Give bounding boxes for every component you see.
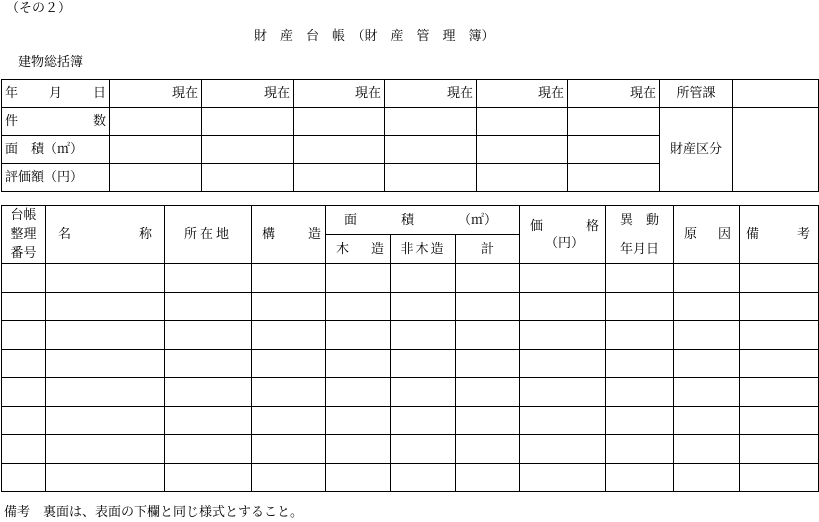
table-cell: [520, 378, 606, 407]
date-month-label: 月: [48, 86, 62, 101]
id-header-line-3: 番号: [10, 246, 37, 261]
count-row: [2, 108, 819, 136]
subtitle: 建物総括簿: [18, 55, 84, 70]
cause-header-1: 原: [684, 227, 698, 242]
table-row: [2, 378, 819, 407]
as-of-cell-2: 現在: [202, 80, 294, 108]
table-row: [2, 264, 819, 293]
table-cell: [165, 350, 252, 378]
table-cell: [520, 350, 606, 378]
table-cell: [46, 321, 165, 350]
table-cell: [520, 321, 606, 350]
remarks-header: [740, 206, 819, 264]
table-cell: [326, 321, 391, 350]
table-row: [2, 350, 819, 378]
register-body: [2, 264, 819, 492]
table-cell: [606, 464, 674, 492]
table-cell: [391, 464, 456, 492]
table-cell: [252, 464, 326, 492]
table-cell: [520, 464, 606, 492]
area-header-1: 面: [344, 212, 358, 228]
table-cell: [326, 378, 391, 407]
change-date-header: [606, 206, 674, 264]
category-label: 財産区分: [660, 108, 733, 192]
table-row: [2, 321, 819, 350]
table-cell: [456, 264, 520, 293]
table-cell: [740, 293, 819, 321]
table-cell: [252, 378, 326, 407]
table-cell: [252, 435, 326, 464]
change-date-line-2: 年月日: [620, 241, 660, 257]
count-label-2: 数: [92, 114, 106, 129]
office-value-cell: [733, 80, 819, 108]
wooden-header-2: 造: [370, 241, 384, 257]
valuation-label: 評価額（円）: [2, 164, 110, 192]
table-cell: [2, 464, 46, 492]
count-cell: [568, 108, 660, 136]
table-cell: [46, 264, 165, 293]
office-header: 所管課: [660, 80, 733, 108]
table-cell: [456, 350, 520, 378]
table-cell: [165, 407, 252, 435]
area-header: [326, 206, 520, 235]
valuation-cell: [294, 164, 385, 192]
table-cell: [391, 293, 456, 321]
table-cell: [2, 435, 46, 464]
summary-header-row: [2, 80, 819, 108]
name-header: [46, 206, 165, 264]
table-cell: [2, 321, 46, 350]
table-cell: [606, 321, 674, 350]
table-cell: [520, 293, 606, 321]
table-cell: [165, 435, 252, 464]
table-cell: [456, 464, 520, 492]
structure-header: [252, 206, 326, 264]
table-cell: [165, 378, 252, 407]
table-cell: [456, 293, 520, 321]
table-cell: [326, 464, 391, 492]
cause-header: [674, 206, 740, 264]
table-cell: [46, 350, 165, 378]
change-date-line-1: 異 動: [620, 212, 660, 228]
remarks-header-2: 考: [797, 227, 811, 242]
table-cell: [740, 464, 819, 492]
area-cell: [294, 136, 385, 164]
as-of-cell-5: 現在: [477, 80, 568, 108]
table-cell: [165, 464, 252, 492]
table-cell: [165, 264, 252, 293]
price-header: [520, 206, 606, 264]
structure-header-1: 構: [262, 227, 276, 242]
table-cell: [456, 378, 520, 407]
as-of-cell-6: 現在: [568, 80, 660, 108]
table-cell: [252, 293, 326, 321]
table-cell: [2, 264, 46, 293]
page-label: （その２）: [6, 1, 72, 16]
table-cell: [326, 407, 391, 435]
table-cell: [391, 407, 456, 435]
table-cell: [606, 264, 674, 293]
register-header-row-1: [2, 206, 819, 235]
count-cell: [477, 108, 568, 136]
count-cell: [294, 108, 385, 136]
price-unit: （円）: [545, 235, 585, 251]
area-cell: [477, 136, 568, 164]
count-cell: [385, 108, 477, 136]
valuation-cell: [477, 164, 568, 192]
count-label: [2, 108, 110, 136]
table-cell: [46, 464, 165, 492]
table-cell: [740, 378, 819, 407]
page-title: 財 産 台 帳 （財 産 管 理 簿）: [254, 29, 495, 44]
table-cell: [326, 293, 391, 321]
location-header: 所在地: [165, 206, 252, 264]
as-of-cell-3: 現在: [294, 80, 385, 108]
table-cell: [606, 435, 674, 464]
table-row: [2, 407, 819, 435]
table-row: [2, 464, 819, 492]
count-cell: [110, 108, 202, 136]
valuation-cell: [202, 164, 294, 192]
table-cell: [740, 321, 819, 350]
count-label-1: 件: [5, 114, 19, 129]
nonwooden-header: 非木造: [391, 235, 456, 264]
as-of-cell-1: 現在: [110, 80, 202, 108]
table-cell: [456, 435, 520, 464]
table-cell: [46, 378, 165, 407]
table-row: [2, 435, 819, 464]
area-cell: [568, 136, 660, 164]
table-cell: [46, 407, 165, 435]
table-cell: [674, 264, 740, 293]
area-cell: [202, 136, 294, 164]
area-cell: [385, 136, 477, 164]
table-cell: [46, 435, 165, 464]
table-cell: [674, 350, 740, 378]
table-cell: [740, 407, 819, 435]
table-cell: [520, 264, 606, 293]
table-cell: [252, 264, 326, 293]
price-header-2: 格: [586, 218, 600, 234]
area-header-3: （㎡）: [458, 212, 498, 228]
valuation-cell: [385, 164, 477, 192]
table-cell: [520, 435, 606, 464]
table-cell: [391, 435, 456, 464]
table-cell: [456, 407, 520, 435]
wooden-header-1: 木: [336, 241, 350, 257]
table-row: [2, 293, 819, 321]
name-header-2: 称: [138, 227, 152, 242]
table-cell: [740, 350, 819, 378]
table-cell: [674, 407, 740, 435]
table-cell: [326, 264, 391, 293]
table-cell: [456, 321, 520, 350]
table-cell: [326, 350, 391, 378]
remarks-header-1: 備: [746, 227, 760, 242]
table-cell: [326, 435, 391, 464]
name-header-1: 名: [58, 227, 72, 242]
table-cell: [252, 407, 326, 435]
table-cell: [391, 378, 456, 407]
table-cell: [606, 407, 674, 435]
area-label: 面 積（㎡）: [2, 136, 110, 164]
wooden-header: [326, 235, 391, 264]
table-cell: [520, 407, 606, 435]
table-cell: [46, 293, 165, 321]
as-of-cell-4: 現在: [385, 80, 477, 108]
table-cell: [606, 378, 674, 407]
area-cell: [110, 136, 202, 164]
table-cell: [606, 293, 674, 321]
date-day-label: 日: [92, 86, 106, 101]
table-cell: [740, 264, 819, 293]
table-cell: [165, 321, 252, 350]
table-cell: [391, 350, 456, 378]
table-cell: [165, 293, 252, 321]
table-cell: [391, 321, 456, 350]
date-header: [2, 80, 110, 108]
table-cell: [391, 264, 456, 293]
table-cell: [674, 293, 740, 321]
cause-header-2: 因: [718, 227, 732, 242]
register-table: [1, 205, 819, 492]
table-cell: [252, 321, 326, 350]
table-cell: [2, 378, 46, 407]
price-header-1: 価: [530, 218, 544, 234]
table-cell: [740, 435, 819, 464]
table-cell: [2, 350, 46, 378]
table-cell: [674, 464, 740, 492]
table-cell: [252, 350, 326, 378]
structure-header-2: 造: [307, 227, 321, 242]
id-header-line-2: 整理: [10, 227, 37, 242]
table-cell: [2, 407, 46, 435]
area-header-2: 積: [401, 212, 415, 228]
category-value-cell: [733, 108, 819, 192]
table-cell: [606, 350, 674, 378]
total-header: 計: [456, 235, 520, 264]
valuation-cell: [568, 164, 660, 192]
table-cell: [674, 321, 740, 350]
table-cell: [674, 435, 740, 464]
summary-table: [1, 79, 819, 192]
valuation-cell: [110, 164, 202, 192]
table-cell: [2, 293, 46, 321]
date-year-label: 年: [5, 86, 19, 101]
footer-note: 備考 裏面は、表面の下欄と同じ様式とすること。: [4, 505, 304, 520]
id-header-line-1: 台帳: [10, 208, 37, 223]
count-cell: [202, 108, 294, 136]
table-cell: [674, 378, 740, 407]
id-header: [2, 206, 46, 264]
